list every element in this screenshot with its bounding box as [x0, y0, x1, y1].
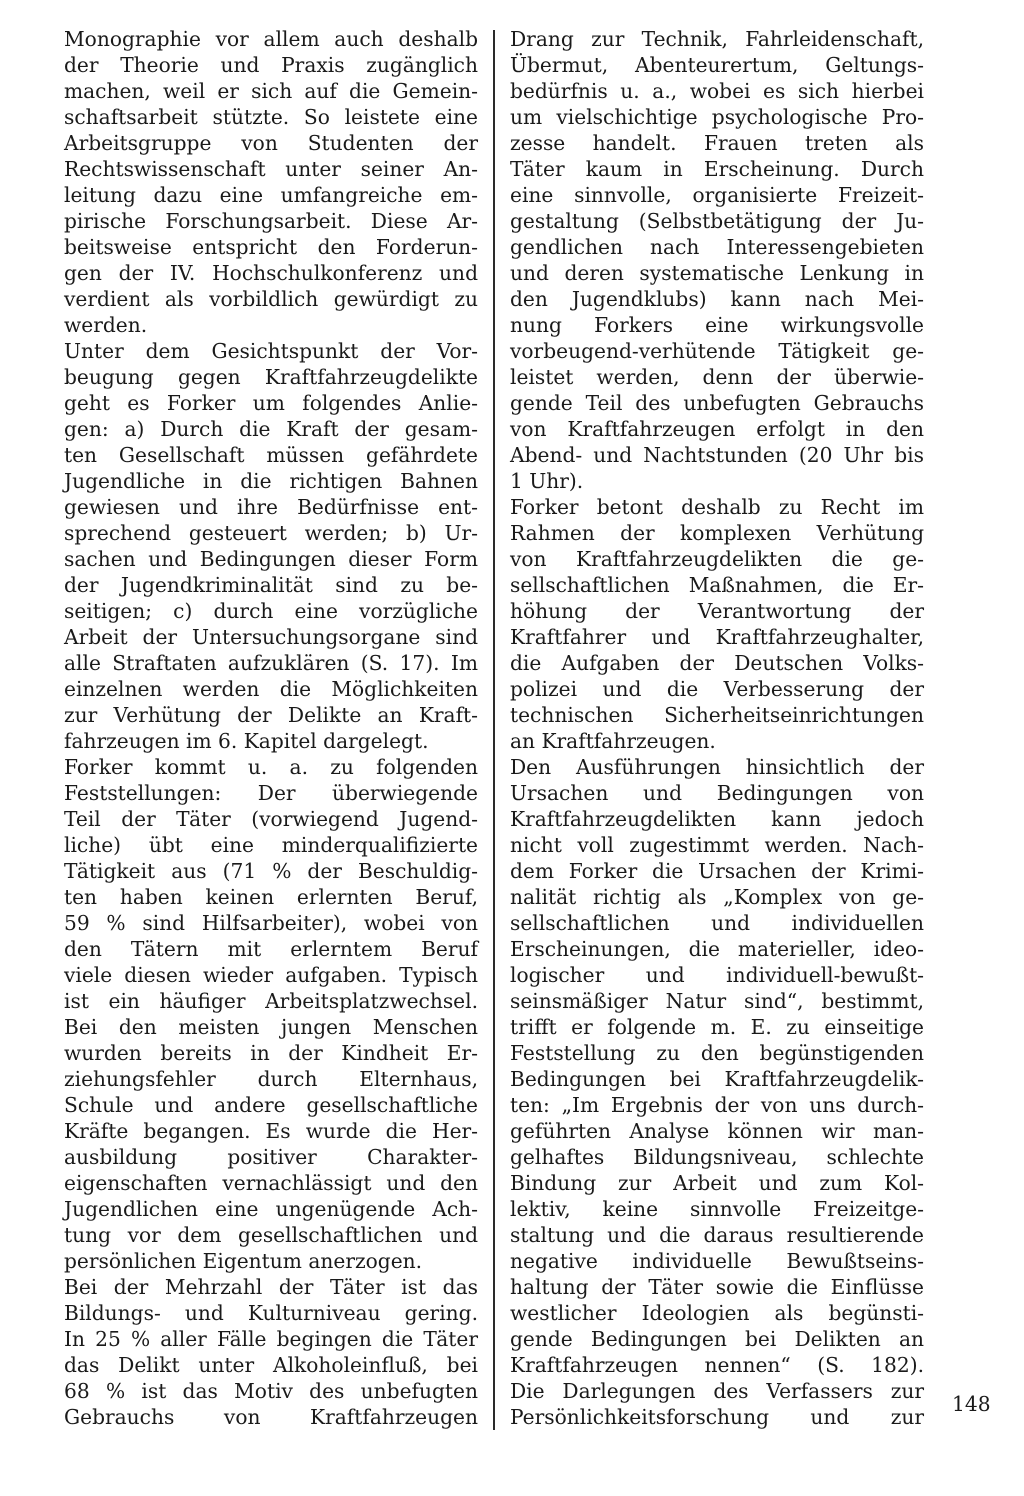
text-line: bedürfnis u. a., wobei es sich hierbei [510, 79, 924, 103]
text-line: alle Straftaten aufzuklären (S. 17). Im [64, 651, 478, 675]
text-line: gestaltung (Selbstbetätigung der Ju- [510, 209, 924, 233]
text-line: Die Darlegungen des Verfassers zur [510, 1379, 924, 1403]
text-line: ten haben keinen erlernten Beruf, [64, 885, 478, 909]
text-line: Rahmen der komplexen Verhütung [510, 521, 924, 545]
text-line: werden. [64, 313, 148, 337]
text-line: polizei und die Verbesserung der [510, 677, 924, 701]
text-line: lektiv, keine sinnvolle Freizeitge- [510, 1197, 924, 1221]
text-line: beitsweise entspricht den Forderun- [64, 235, 478, 259]
text-line: haltung der Täter sowie die Einflüsse [510, 1275, 924, 1299]
text-line: der Theorie und Praxis zugänglich [64, 53, 478, 77]
text-line: gen: a) Durch die Kraft der gesam- [64, 417, 478, 441]
text-line: westlicher Ideologien als begünsti- [510, 1301, 924, 1325]
text-line: Teil der Täter (vorwiegend Jugend- [64, 807, 478, 831]
text-line: ten Gesellschaft müssen gefährdete [64, 443, 478, 467]
text-line: trifft er folgende m. E. zu einseitige [510, 1015, 924, 1039]
text-line: 1 Uhr). [510, 469, 584, 493]
text-line: fahrzeugen im 6. Kapitel dargelegt. [64, 729, 429, 753]
text-line: ist ein häufiger Arbeitsplatzwechsel. [64, 989, 478, 1013]
text-line: liche) übt eine minderqualifizierte [64, 833, 478, 857]
text-line: Schule und andere gesellschaftliche [64, 1093, 478, 1117]
text-line: ausbildung positiver Charakter- [64, 1145, 478, 1169]
column-divider [493, 30, 495, 1430]
text-line: sellschaftlichen und individuellen [510, 911, 924, 935]
text-line: logischer und individuell-bewußt- [510, 963, 924, 987]
text-line: sellschaftlichen Maßnahmen, die Er- [510, 573, 924, 597]
text-line: sprechend gesteuert werden; b) Ur- [64, 521, 478, 545]
text-line: Abend- und Nachtstunden (20 Uhr bis [510, 443, 924, 467]
text-line: sachen und Bedingungen dieser Form [64, 547, 478, 571]
text-line: leistet werden, denn der überwie- [510, 365, 924, 389]
text-line: tung vor dem gesellschaftlichen und [64, 1223, 478, 1247]
text-line: 59 % sind Hilfsarbeiter), wobei von [64, 911, 478, 935]
text-line: Ursachen und Bedingungen von [510, 781, 924, 805]
text-line: In 25 % aller Fälle begingen die Täter [64, 1327, 478, 1351]
text-line: ziehungsfehler durch Elternhaus, [64, 1067, 478, 1091]
text-line: gewiesen und ihre Bedürfnisse ent- [64, 495, 478, 519]
text-line: gen der IV. Hochschulkonferenz und [64, 261, 478, 285]
text-line: Bei den meisten jungen Menschen [64, 1015, 478, 1039]
text-line: Bedingungen bei Kraftfahrzeugdelik- [510, 1067, 924, 1091]
text-line: an Kraftfahrzeugen. [510, 729, 716, 753]
text-line: nung Forkers eine wirkungsvolle [510, 313, 924, 337]
text-line: staltung und die daraus resultierende [510, 1223, 924, 1247]
text-line: Unter dem Gesichtspunkt der Vor- [64, 339, 478, 363]
text-line: beugung gegen Kraftfahrzeugdelikte [64, 365, 478, 389]
text-line: die Aufgaben der Deutschen Volks- [510, 651, 924, 675]
text-line: Tätigkeit aus (71 % der Beschuldig- [64, 859, 478, 883]
text-line: vorbeugend-verhütende Tätigkeit ge- [510, 339, 924, 363]
text-line: Feststellung zu den begünstigenden [510, 1041, 924, 1065]
text-line: den Tätern mit erlerntem Beruf [64, 937, 478, 961]
text-line: Forker kommt u. a. zu folgenden [64, 755, 478, 779]
right-column [510, 26, 924, 1430]
text-line: Persönlichkeitsforschung und zur [510, 1405, 924, 1429]
text-line: Drang zur Technik, Fahrleidenschaft, [510, 27, 924, 51]
text-line: Monographie vor allem auch deshalb [64, 27, 478, 51]
text-line: wurden bereits in der Kindheit Er- [64, 1041, 478, 1065]
text-line: Kraftfahrer und Kraftfahrzeughalter, [510, 625, 924, 649]
text-line: gendlichen nach Interessengebieten [510, 235, 924, 259]
text-line: Jugendlichen eine ungenügende Ach- [64, 1197, 478, 1221]
text-line: Bildungs- und Kulturniveau gering. [64, 1301, 478, 1325]
text-line: den Jugendklubs) kann nach Mei- [510, 287, 924, 311]
text-line: Gebrauchs von Kraftfahrzeugen [64, 1405, 478, 1429]
text-line: Rechtswissenschaft unter seiner An- [64, 157, 478, 181]
text-line: viele diesen wieder aufgaben. Typisch [64, 963, 478, 987]
text-line: ten: „Im Ergebnis der von uns durch- [510, 1093, 924, 1117]
text-line: Erscheinungen, die materieller, ideo- [510, 937, 924, 961]
text-line: einzelnen werden die Möglichkeiten [64, 677, 478, 701]
text-line: technischen Sicherheitseinrichtungen [510, 703, 924, 727]
text-line: gelhaftes Bildungsniveau, schlechte [510, 1145, 924, 1169]
text-line: und deren systematische Lenkung in [510, 261, 924, 285]
text-line: eigenschaften vernachlässigt und den [64, 1171, 478, 1195]
text-line: seinsmäßiger Natur sind“, bestimmt, [510, 989, 924, 1013]
text-line: von Kraftfahrzeugen erfolgt in den [510, 417, 924, 441]
text-line: verdient als vorbildlich gewürdigt zu [64, 287, 478, 311]
text-line: der Jugendkriminalität sind zu be- [64, 573, 478, 597]
text-line: 68 % ist das Motiv des unbefugten [64, 1379, 478, 1403]
text-line: Übermut, Abenteurertum, Geltungs- [510, 53, 924, 77]
text-line: Kräfte begangen. Es wurde die Her- [64, 1119, 478, 1143]
text-line: dem Forker die Ursachen der Krimi- [510, 859, 924, 883]
text-line: nalität richtig als „Komplex von ge- [510, 885, 924, 909]
text-line: machen, weil er sich auf die Gemein- [64, 79, 478, 103]
text-line: schaftsarbeit stützte. So leistete eine [64, 105, 478, 129]
text-line: Kraftfahrzeugen nennen“ (S. 182). [510, 1353, 924, 1377]
left-column [64, 26, 478, 1430]
text-line: negative individuelle Bewußtseins- [510, 1249, 924, 1273]
text-line: eine sinnvolle, organisierte Freizeit- [510, 183, 924, 207]
text-line: geführten Analyse können wir man- [510, 1119, 924, 1143]
text-line: Kraftfahrzeugdelikten kann jedoch [510, 807, 924, 831]
text-line: gende Teil des unbefugten Gebrauchs [510, 391, 924, 415]
text-line: Jugendliche in die richtigen Bahnen [64, 469, 478, 493]
text-line: gende Bedingungen bei Delikten an [510, 1327, 924, 1351]
text-line: pirische Forschungsarbeit. Diese Ar- [64, 209, 478, 233]
text-line: leitung dazu eine umfangreiche em- [64, 183, 478, 207]
text-line: geht es Forker um folgendes Anlie- [64, 391, 478, 415]
text-line: Den Ausführungen hinsichtlich der [510, 755, 924, 779]
text-line: Bindung zur Arbeit und zum Kol- [510, 1171, 924, 1195]
text-line: seitigen; c) durch eine vorzügliche [64, 599, 478, 623]
text-line: nicht voll zugestimmt werden. Nach- [510, 833, 924, 857]
text-line: um vielschichtige psychologische Pro- [510, 105, 924, 129]
text-line: Forker betont deshalb zu Recht im [510, 495, 924, 519]
text-line: Arbeitsgruppe von Studenten der [64, 131, 478, 155]
text-line: von Kraftfahrzeugdelikten die ge- [510, 547, 924, 571]
text-line: persönlichen Eigentum anerzogen. [64, 1249, 423, 1273]
page-number: 148 [952, 1392, 991, 1416]
text-line: höhung der Verantwortung der [510, 599, 924, 623]
text-line: Arbeit der Untersuchungsorgane sind [64, 625, 478, 649]
text-line: Feststellungen: Der überwiegende [64, 781, 478, 805]
text-line: Bei der Mehrzahl der Täter ist das [64, 1275, 478, 1299]
text-line: zesse handelt. Frauen treten als [510, 131, 924, 155]
text-line: Täter kaum in Erscheinung. Durch [510, 157, 924, 181]
text-line: das Delikt unter Alkoholeinfluß, bei [64, 1353, 478, 1377]
text-line: zur Verhütung der Delikte an Kraft- [64, 703, 478, 727]
